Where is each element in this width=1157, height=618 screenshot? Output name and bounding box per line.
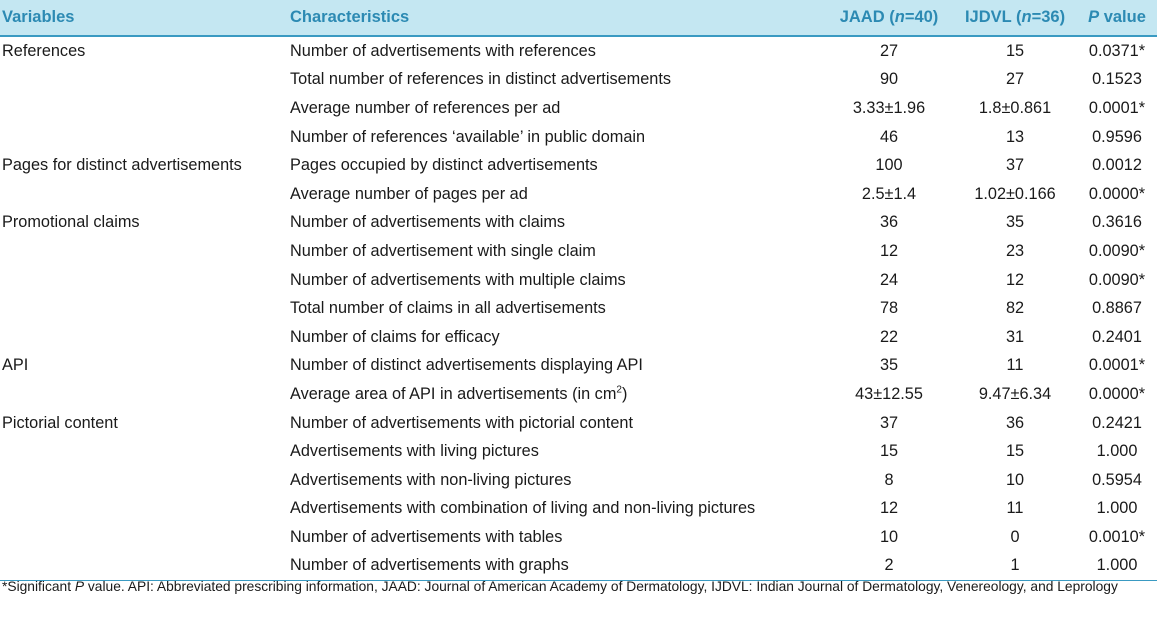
cell-ijdvl: 11: [1006, 499, 1024, 518]
cell-jaad: 43±12.55: [855, 384, 923, 403]
cell-variable: [0, 495, 288, 524]
header-ijdvl-n: n: [1021, 8, 1032, 26]
cell-jaad: 24: [879, 270, 899, 289]
cell-characteristic: Total number of references in distinct advertisements: [290, 70, 671, 89]
cell-p-value: 0.0000*: [1088, 184, 1146, 203]
cell-p-value: 0.0012: [1092, 156, 1142, 175]
cell-ijdvl: 27: [1005, 70, 1025, 89]
cell-jaad: 35: [879, 356, 899, 375]
cell-p-value: 0.0000*: [1088, 384, 1146, 403]
table-header-row: [0, 0, 1157, 36]
cell-jaad: 15: [879, 442, 899, 461]
cell-variable: [0, 552, 288, 581]
cell-ijdvl: 37: [1005, 156, 1025, 175]
header-jaad: [825, 0, 953, 36]
table-row: [0, 552, 1157, 581]
cell-ijdvl: 15: [1005, 41, 1025, 60]
header-p-value: [1077, 0, 1157, 36]
cell-jaad: 100: [875, 156, 903, 175]
table-row: [0, 495, 1157, 524]
header-jaad-prefix: JAAD (: [839, 8, 895, 26]
table-row: [0, 94, 1157, 123]
cell-variable: [0, 123, 288, 152]
table-row: [0, 237, 1157, 266]
cell-variable: Pages for distinct advertisements: [2, 156, 242, 175]
cell-p-value: 1.000: [1077, 552, 1157, 581]
cell-characteristic: Number of advertisements with pictorial content: [290, 413, 633, 432]
cell-variable: [0, 437, 288, 466]
cell-variable: References: [2, 41, 86, 60]
cell-p-value: 0.0090*: [1088, 241, 1146, 260]
cell-ijdvl: 15: [1005, 442, 1025, 461]
cell-variable: [0, 380, 288, 409]
table-row: [0, 151, 1157, 180]
cell-p-value: 0.0371*: [1088, 41, 1146, 60]
cell-variable: [0, 66, 288, 95]
header-jaad-n: n: [894, 8, 905, 26]
cell-ijdvl: 1: [953, 552, 1077, 581]
header-jaad-suffix: =40): [904, 8, 939, 26]
cell-variable: Pictorial content: [2, 413, 118, 432]
cell-ijdvl: 0: [1010, 527, 1020, 546]
footnote-rest: value. API: Abbreviated prescribing information, JAAD: Journal of American Academy of Dermatology, IJDVL: Indian Journal of Dermatology, Venereology, and Leprology: [84, 579, 1118, 594]
table-row: [0, 66, 1157, 95]
cell-ijdvl: 36: [1005, 413, 1025, 432]
cell-variable: [0, 294, 288, 323]
cell-variable: [0, 237, 288, 266]
table-row: [0, 352, 1157, 381]
cell-jaad: 36: [879, 213, 899, 232]
header-ijdvl-suffix: =36): [1031, 8, 1066, 26]
table-row: [0, 437, 1157, 466]
cell-characteristic: Number of distinct advertisements displaying API: [290, 356, 643, 375]
cell-p-value: 0.3616: [1092, 213, 1142, 232]
cell-characteristic: Advertisements with non-living pictures: [290, 470, 572, 489]
table-row: [0, 466, 1157, 495]
cell-ijdvl: 23: [1005, 241, 1025, 260]
header-p-italic: P: [1088, 8, 1100, 26]
footnote-p-italic: P: [74, 579, 85, 594]
table-row: [0, 323, 1157, 352]
cell-variable: Promotional claims: [2, 213, 140, 232]
cell-p-value: 0.9596: [1092, 127, 1142, 146]
table-row: [0, 380, 1157, 409]
cell-p-value: 0.2401: [1092, 327, 1142, 346]
header-variables: Variables: [0, 0, 288, 36]
cell-variable: [0, 523, 288, 552]
table-row: [0, 294, 1157, 323]
cell-characteristic: Number of advertisements with graphs: [288, 552, 825, 581]
header-ijdvl-prefix: IJDVL (: [964, 8, 1022, 26]
cell-p-value: 1.000: [1096, 442, 1138, 461]
cell-characteristic: Number of claims for efficacy: [290, 327, 500, 346]
cell-ijdvl: 13: [1005, 127, 1025, 146]
cell-variable: [0, 266, 288, 295]
cell-characteristic-text: Average area of API in advertisements (in cm: [290, 384, 617, 403]
cell-p-value: 0.8867: [1092, 299, 1142, 318]
cell-variable: API: [2, 356, 29, 375]
cell-jaad: 8: [884, 470, 894, 489]
cell-characteristic: Number of advertisements with references: [290, 41, 596, 60]
table-row: [0, 523, 1157, 552]
cell-p-value: 0.2421: [1092, 413, 1142, 432]
cell-jaad: 27: [879, 41, 899, 60]
cell-jaad: 46: [879, 127, 899, 146]
cell-characteristic: [288, 380, 825, 409]
cell-characteristic: Advertisements with living pictures: [290, 442, 539, 461]
table-footnote: [2, 578, 1152, 596]
cell-variable: [0, 180, 288, 209]
cell-p-value: 0.5954: [1092, 470, 1142, 489]
table-row: [0, 180, 1157, 209]
table-body: [0, 36, 1157, 581]
cell-ijdvl: 82: [1005, 299, 1025, 318]
cell-jaad: 2.5±1.4: [861, 184, 917, 203]
cell-variable: [0, 466, 288, 495]
header-p-suffix: value: [1099, 8, 1146, 26]
cell-p-value: 0.0010*: [1088, 527, 1146, 546]
cell-jaad: 2: [825, 552, 953, 581]
cell-ijdvl: 31: [1005, 327, 1025, 346]
header-characteristics: Characteristics: [288, 0, 825, 36]
cell-characteristic: Total number of claims in all advertisements: [290, 299, 606, 318]
cell-ijdvl: 12: [1005, 270, 1025, 289]
cell-variable: [0, 323, 288, 352]
cell-p-value: 0.0001*: [1088, 356, 1146, 375]
table-row: [0, 36, 1157, 66]
cell-ijdvl: 1.02±0.166: [974, 184, 1056, 203]
cell-ijdvl: 9.47±6.34: [978, 384, 1052, 403]
cell-characteristic: Pages occupied by distinct advertisements: [290, 156, 598, 175]
cell-jaad: 78: [879, 299, 899, 318]
cell-variable: [0, 94, 288, 123]
cell-ijdvl: 10: [1005, 470, 1025, 489]
cell-characteristic: Advertisements with combination of living and non-living pictures: [290, 499, 756, 518]
cell-jaad: 22: [879, 327, 899, 346]
cell-characteristic: Number of advertisement with single claim: [290, 241, 596, 260]
footnote-prefix: *Significant: [2, 579, 75, 594]
cell-ijdvl: 35: [1005, 213, 1025, 232]
cell-p-value: 0.0090*: [1088, 270, 1146, 289]
cell-characteristic: Number of advertisements with tables: [290, 527, 563, 546]
cell-ijdvl: 11: [1006, 356, 1024, 375]
cell-ijdvl: 1.8±0.861: [978, 98, 1052, 117]
cell-characteristic: Number of advertisements with claims: [290, 213, 566, 232]
table-row: [0, 266, 1157, 295]
table-row: [0, 409, 1157, 438]
cell-jaad: 12: [879, 241, 899, 260]
cell-p-value: 0.0001*: [1088, 98, 1146, 117]
cell-characteristic-superscript: 2: [616, 384, 622, 396]
cell-jaad: 90: [879, 70, 899, 89]
cell-jaad: 12: [879, 499, 899, 518]
cell-p-value: 0.1523: [1092, 70, 1142, 89]
cell-jaad: 37: [879, 413, 899, 432]
cell-p-value: 1.000: [1096, 499, 1138, 518]
table-row: [0, 209, 1157, 238]
header-ijdvl: [953, 0, 1077, 36]
cell-characteristic: Average number of pages per ad: [290, 184, 528, 203]
cell-characteristic-tail: ): [621, 384, 628, 403]
cell-jaad: 10: [879, 527, 899, 546]
cell-jaad: 3.33±1.96: [852, 98, 926, 117]
cell-characteristic: Average number of references per ad: [290, 98, 561, 117]
table-row: [0, 123, 1157, 152]
cell-characteristic: Number of references ‘available’ in public domain: [290, 127, 646, 146]
cell-characteristic: Number of advertisements with multiple claims: [290, 270, 626, 289]
